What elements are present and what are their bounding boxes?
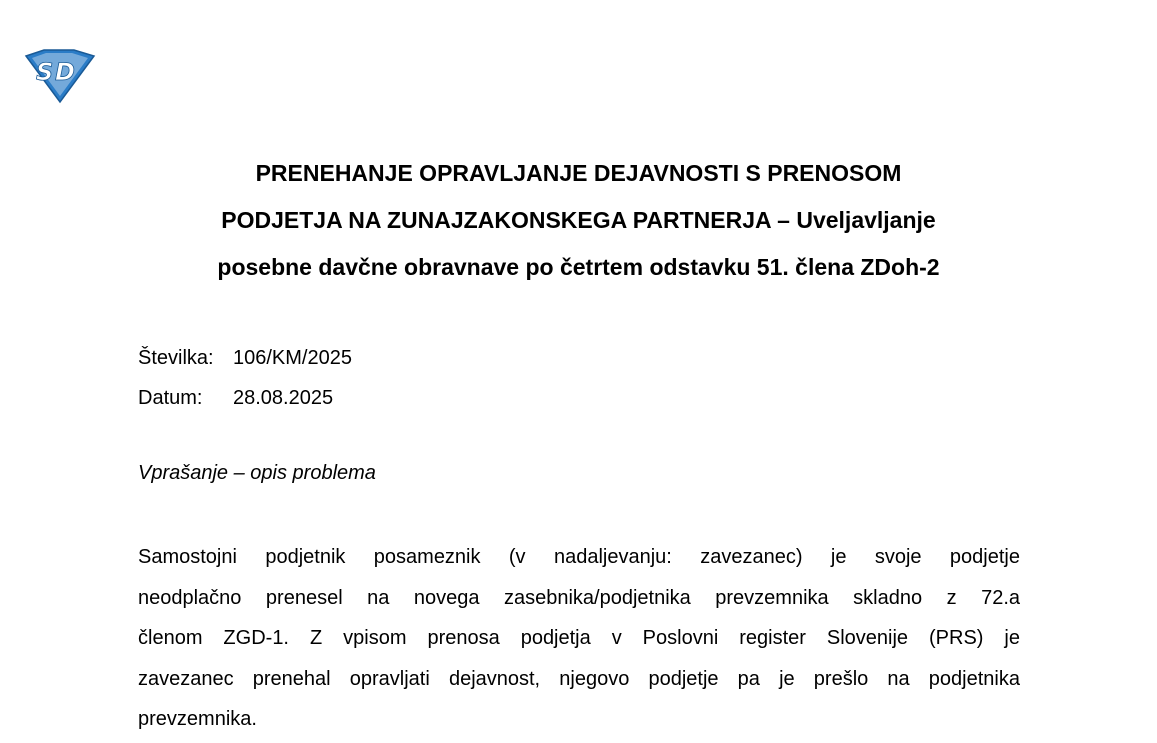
number-value: 106/KM/2025 [233, 347, 352, 369]
body-line-3: členom ZGD-1. Z vpisom prenosa podjetja v Poslovni register Slovenije (PRS) je [138, 627, 1020, 649]
body-line-4: zavezanec prenehal opravljati dejavnost, njegovo podjetje pa je prešlo na podjetnika [138, 667, 1020, 690]
svg-text:D: D [55, 58, 75, 86]
title-line-2: PODJETJA NA ZUNAJZAKONSKEGA PARTNERJA – Uveljavljanje [221, 207, 936, 233]
logo-icon [22, 48, 96, 104]
section-heading: Vprašanje – opis problema [138, 462, 376, 484]
body-line-2: neodplačno prenesel na novega zasebnika/podjetnika prevzemnika skladno z 72.a [138, 586, 1020, 609]
date-value: 28.08.2025 [233, 387, 334, 409]
document-meta [138, 338, 352, 418]
body-line-5: prevzemnika. [138, 708, 257, 730]
title-line-1: PRENEHANJE OPRAVLJANJE DEJAVNOSTI S PRENOSOM [255, 160, 902, 186]
date-row [138, 378, 352, 418]
date-label: Datum: [138, 387, 203, 409]
number-row [138, 338, 352, 378]
document-title [100, 150, 1057, 291]
svg-text:S: S [36, 58, 54, 86]
body-line-1: Samostojni podjetnik posameznik (v nadaljevanju: zavezanec) je svoje podjetje [138, 546, 1020, 568]
title-line-3: posebne davčne obravnave po četrtem odstavku 51. člena ZDoh-2 [217, 254, 940, 280]
number-label: Številka: [138, 347, 214, 369]
body-paragraph [138, 537, 1020, 740]
